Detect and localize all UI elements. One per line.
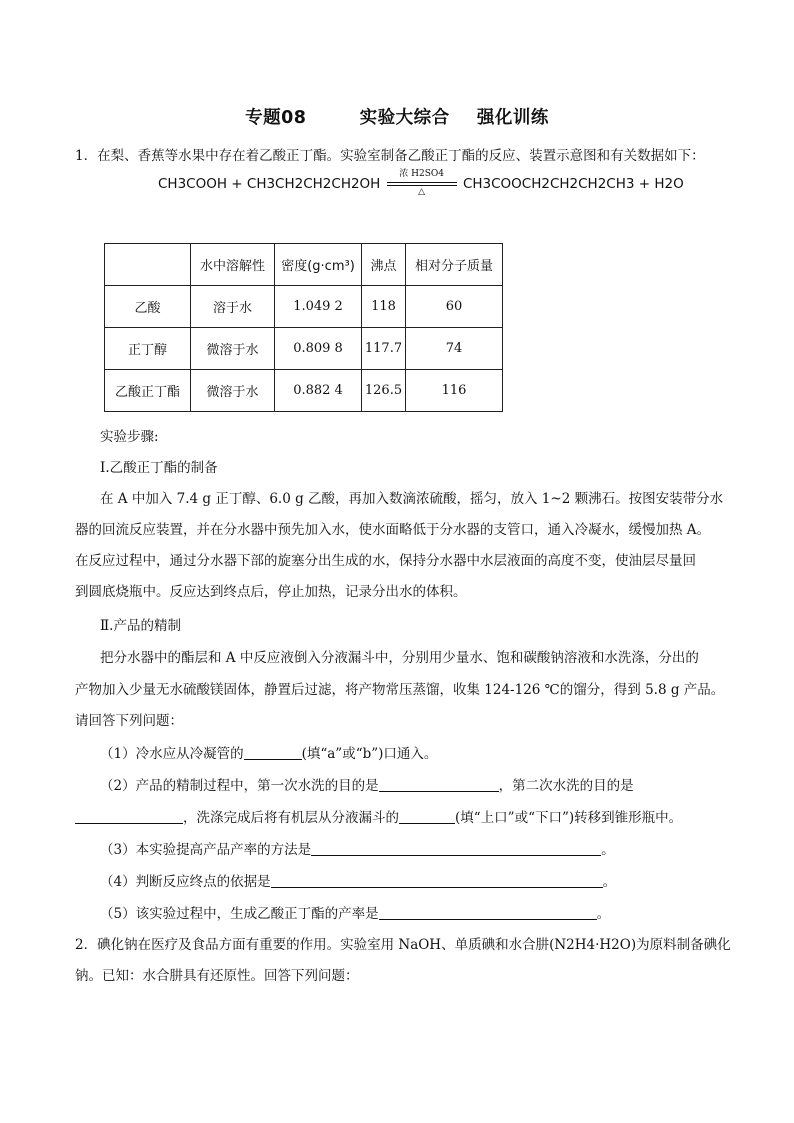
part1-paragraph: 到圆底烧瓶中。反应达到终点后，停止加热，记录分出水的体积。 bbox=[75, 584, 467, 600]
equation-left: CH3COOH + CH3CH2CH2CH2OH bbox=[158, 176, 381, 192]
reaction-equation bbox=[158, 169, 684, 197]
table-cell: 126.5 bbox=[362, 370, 406, 412]
table-row bbox=[105, 370, 503, 412]
sub-question-text: ，洗涤完成后将有机层从分液漏斗的 bbox=[183, 810, 399, 826]
sub-question-text: （5）该实验过程中，生成乙酸正丁酯的产率是 bbox=[100, 906, 379, 922]
part2-paragraph: 产物加入少量无水硫酸镁固体，静置后过滤，将产物常压蒸馏，收集 124-126 ℃的馏分，得到 5.8 g 产品。 bbox=[75, 682, 725, 698]
title-tag: 强化训练 bbox=[476, 108, 549, 128]
table-cell: 溶于水 bbox=[191, 286, 275, 328]
sub-question-text: （4）判断反应终点的依据是 bbox=[100, 874, 271, 890]
sub-question-text: （3）本实验提高产品产率的方法是 bbox=[100, 842, 312, 858]
sub-question-text: （2）产品的精制过程中，第一次水洗的目的是 bbox=[100, 778, 379, 794]
sub-question-5 bbox=[100, 902, 610, 922]
answer-blank[interactable] bbox=[379, 777, 499, 792]
table-row bbox=[105, 286, 503, 328]
sub-question-2 bbox=[100, 774, 634, 794]
sub-question-text: (填“上口”或“下口”)转移到锥形瓶中。 bbox=[455, 810, 683, 826]
equation-right: CH3COOCH2CH2CH2CH3 + H2O bbox=[462, 176, 684, 192]
punctuation: 。 bbox=[602, 874, 617, 890]
part1-paragraph: 在反应过程中，通过分水器下部的旋塞分出生成的水，保持分水器中水层液面的高度不变，使油层尽量回 bbox=[75, 553, 696, 569]
table-header-cell: 沸点 bbox=[362, 244, 406, 286]
table-cell: 微溶于水 bbox=[191, 370, 275, 412]
q2-line: 2．碘化钠在医疗及食品方面有重要的作用。实验室用 NaOH、单质碘和水合肼(N2H4·H2O)为原料制备碘化 bbox=[75, 937, 731, 953]
page-title bbox=[0, 104, 794, 129]
part2-title: Ⅱ.产品的精制 bbox=[100, 618, 181, 634]
steps-label: 实验步骤: bbox=[100, 429, 159, 445]
table-header-cell: 密度(g·cm³) bbox=[275, 244, 362, 286]
title-topic: 专题08 bbox=[245, 108, 307, 128]
condition-catalyst: 浓 H2SO4 bbox=[399, 169, 444, 179]
table-header-cell: 相对分子质量 bbox=[406, 244, 503, 286]
part1-title: Ⅰ.乙酸正丁酯的制备 bbox=[100, 460, 218, 476]
punctuation: 。 bbox=[601, 842, 615, 858]
table-cell: 正丁醇 bbox=[105, 328, 191, 370]
answer-blank[interactable] bbox=[311, 841, 601, 856]
data-table bbox=[104, 243, 503, 412]
table-cell: 0.809 8 bbox=[275, 328, 362, 370]
reaction-arrow bbox=[387, 169, 457, 197]
table-cell: 117.7 bbox=[362, 328, 406, 370]
part2-paragraph: 把分水器中的酯层和 A 中反应液倒入分液漏斗中，分别用少量水、饱和碳酸钠溶液和水洗涤，分出的 bbox=[100, 650, 699, 666]
table-cell: 60 bbox=[406, 286, 503, 328]
sub-question-2-cont bbox=[75, 806, 682, 826]
table-header-cell bbox=[105, 244, 191, 286]
sub-question-3 bbox=[100, 838, 615, 858]
part1-paragraph: 器的回流反应装置，并在分水器中预先加入水，使水面略低于分水器的支管口，通入冷凝水，缓慢加热 A。 bbox=[75, 522, 711, 538]
table-cell: 微溶于水 bbox=[191, 328, 275, 370]
ask-text: 请回答下列问题： bbox=[75, 713, 183, 729]
table-header-cell: 水中溶解性 bbox=[191, 244, 275, 286]
table-cell: 118 bbox=[362, 286, 406, 328]
sub-question-text: （1）冷水应从冷凝管的 bbox=[100, 746, 244, 762]
answer-blank[interactable] bbox=[379, 905, 597, 920]
title-subject: 实验大综合 bbox=[359, 108, 450, 128]
table-row bbox=[105, 328, 503, 370]
table-cell: 1.049 2 bbox=[275, 286, 362, 328]
condition-heat: △ bbox=[418, 187, 426, 197]
answer-blank[interactable] bbox=[75, 809, 183, 824]
answer-blank[interactable] bbox=[399, 809, 455, 824]
table-cell: 74 bbox=[406, 328, 503, 370]
table-cell: 乙酸 bbox=[105, 286, 191, 328]
q2-line: 钠。已知：水合肼具有还原性。回答下列问题： bbox=[75, 968, 359, 984]
sub-question-text: ，第二次水洗的目的是 bbox=[498, 778, 634, 794]
table-header-row bbox=[105, 244, 503, 286]
table-cell: 0.882 4 bbox=[275, 370, 362, 412]
table-cell: 乙酸正丁酯 bbox=[105, 370, 191, 412]
sub-question-text: (填“a”或“b”)口通入。 bbox=[301, 746, 438, 762]
q1-intro: 1．在梨、香蕉等水果中存在着乙酸正丁酯。实验室制备乙酸正丁酯的反应、装置示意图和有关数据如下： bbox=[75, 148, 705, 164]
sub-question-1 bbox=[100, 742, 437, 762]
table-cell: 116 bbox=[406, 370, 503, 412]
sub-question-4 bbox=[100, 870, 616, 890]
answer-blank[interactable] bbox=[271, 873, 603, 888]
punctuation: 。 bbox=[596, 906, 611, 922]
answer-blank[interactable] bbox=[244, 745, 302, 760]
part1-paragraph: 在 A 中加入 7.4 g 正丁醇、6.0 g 乙酸，再加入数滴浓硫酸，摇匀，放入 1~2 颗沸石。按图安装带分水 bbox=[100, 491, 724, 507]
